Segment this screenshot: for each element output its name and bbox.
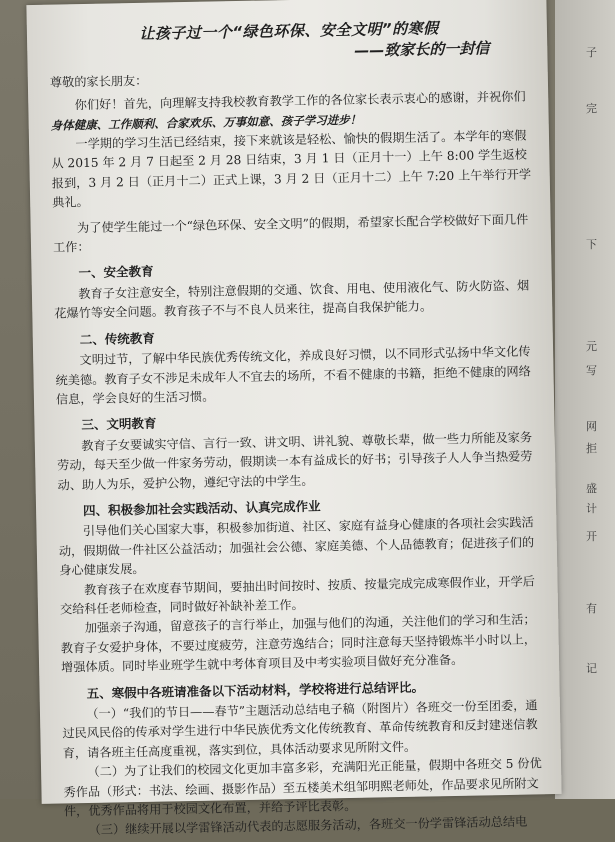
section-body-practice-3: 加强亲子沟通，留意孩子的言行举止，加强与他们的沟通，关注他们的学习和生活；教育子女爱护身体，不要过度疲劳，注意劳逸结合；同时注意每天坚持锻炼半小时以上，增强体质。同时毕业班学生就中考体育项目及中考实验项目做好充分准备。 [60, 612, 537, 675]
section-body-civility: 教育子女要诚实守信、言行一致、讲文明、讲礼貌、尊敬长辈，做一些力所能及家务劳动，每天至少做一件家务劳动，假期读一本有益成长的好书；引导孩子人人争当热爱劳动、助人为乐，爱护公物，遵纪守法的中学生。 [57, 430, 533, 493]
section-body-practice-1: 引导他们关心国家大事，积极参加街道、社区、家庭有益身心健康的各项社会实践活动，假期做一件社区公益活动；加强社会公德、家庭美德、个人品德教育；促进孩子们的身心健康发展。 [58, 515, 535, 578]
adjacent-page-char: 元 [586, 340, 597, 353]
adjacent-page-char: 开 [586, 530, 597, 543]
adjacent-page-char: 下 [586, 238, 597, 251]
greeting: 尊敬的家长朋友： [49, 73, 148, 90]
adjacent-page-char: 子 [586, 46, 597, 59]
adjacent-page [555, 0, 615, 799]
section-heading-practice: 四、积极参加社会实践活动、认真完成作业 [82, 498, 321, 519]
section-heading-tradition: 二、传统教育 [79, 330, 155, 347]
paragraph-request: 为了使学生能过一个“绿色环保、安全文明”的假期，希望家长配合学校做好下面几件工作： [52, 212, 529, 255]
adjacent-page-char: 完 [586, 102, 597, 115]
materials-item-3: （三）继续开展以学雷锋活动代表的志愿服务活动，各班交一份学雷锋活动总结电 [88, 815, 528, 838]
materials-item-2: （二）为了让我们的校园文化更加丰富多彩，充满阳光正能量，假期中各班交 5 份优秀作品（形式：书法、绘画、摄影作品）至五楼美术组邹明熙老师处，作品要求见所附文件，优秀作品将用于校园文化布置，并给予评比表彰。 [63, 756, 542, 819]
adjacent-page-char: 写 [586, 364, 597, 377]
adjacent-page-char: 拒 [586, 442, 597, 455]
section-heading-materials: 五、寒假中各班请准备以下活动材料，学校将进行总结评比。 [86, 679, 425, 701]
section-heading-civility: 三、文明教育 [81, 415, 157, 433]
letter-content [49, 9, 545, 841]
letter-page [26, 0, 561, 838]
section-body-practice-2: 教育孩子在欢度春节期间，要抽出时间按时、按质、按量完成完成寒假作业，开学后交给科任老师检查，同时做好补缺补差工作。 [59, 573, 535, 617]
section-heading-safety: 一、安全教育 [78, 264, 154, 281]
section-body-tradition: 文明过节，了解中华民族优秀传统文化，养成良好习惯，以不同形式弘扬中华文化传统美德。教育子女不涉足未成年人不宜去的场所，不看不健康的书籍，拒绝不健康的网络信息，学会良好的生活习惯。 [55, 344, 531, 407]
letter-title: 让孩子过一个“绿色环保、安全文明”的寒假 [139, 19, 439, 43]
handwritten-wishes: 身体健康、工作顺利、合家欢乐、万事如意、孩子学习进步！ [50, 112, 362, 133]
adjacent-page-char: 记 [586, 662, 597, 675]
paragraph-schedule: 一学期的学习生活已经结束，接下来就该是轻松、愉快的假期生活了。本学年的寒假从 2015 年 2 月 7 日起至 2 月 28 日结束，3 月 1 日（正月十一）上午 8:00 学生返校报到，3 月 2 日（正月十二）正式上课，3 月 2 日（正月十二）上午 7:20 上午举行开学典礼。 [51, 128, 532, 210]
section-body-safety: 教育子女注意安全，特别注意假期的交通、饮食、用电、使用液化气、防火防盗、烟花爆竹等安全问题。教育孩子不与不良人员来往，提高自我保护能力。 [54, 278, 530, 321]
adjacent-page-char: 计 [586, 502, 597, 515]
adjacent-page-char: 盛 [586, 482, 597, 495]
letter-subtitle: ——致家长的一封信 [354, 39, 490, 61]
adjacent-page-char: 网 [586, 420, 597, 433]
materials-item-1: （一）“我们的节日——春节”主题活动总结电子稿（附图片）各班交一份至团委，通过民风民俗的传承对学生进行中华民族优秀文化传统教育、革命传统教育和反封建迷信教育，请各班主任高度重视，落实到位，具体活动要求见所附文件。 [62, 698, 538, 761]
paragraph-intro-text: 你们好！首先，向理解支持我校教育教学工作的各位家长表示衷心的感谢，并祝你们 [74, 89, 526, 113]
adjacent-page-char: 有 [586, 602, 597, 615]
